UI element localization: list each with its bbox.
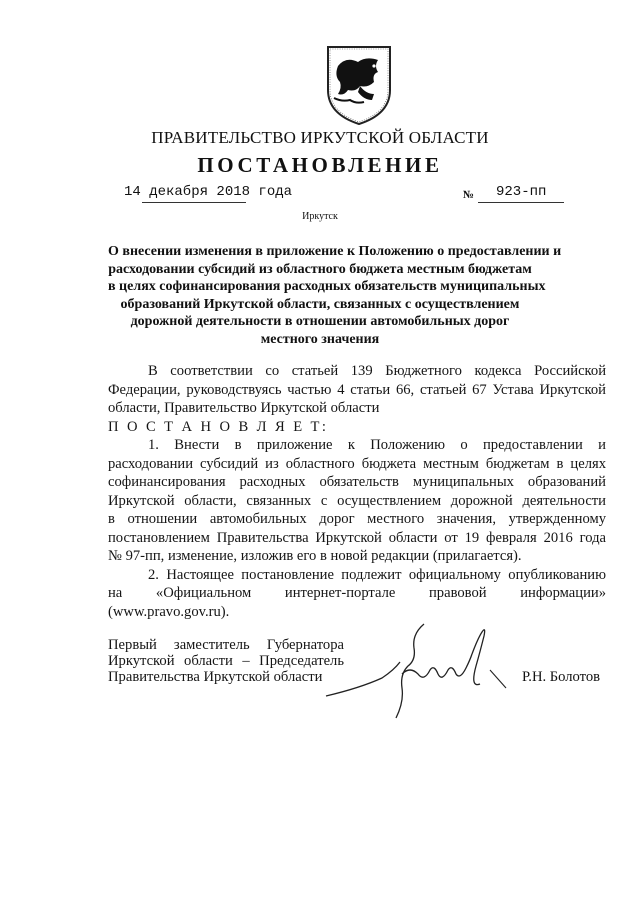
city-name: Иркутск	[302, 211, 338, 222]
coat-of-arms-emblem	[322, 44, 396, 126]
item1-line: Иркутской области, связанных с осуществлением дорожной деятельности	[108, 492, 606, 509]
decree-number: 923-пп	[496, 184, 547, 200]
signatory-name: Р.Н. Болотов	[522, 669, 601, 685]
heading-line: расходовании субсидий из областного бюджета местным бюджетам	[108, 261, 532, 277]
item1-line: № 97-пп, изменение, изложив его в новой редакции (прилагается).	[108, 548, 522, 564]
preamble-line: области, Правительство Иркутской области	[108, 400, 380, 416]
preamble-line: Федерации, руководствуясь частью 4 статьи 66, статьей 67 Устава Иркутской	[108, 381, 606, 398]
handwritten-signature	[320, 618, 520, 728]
item1-line: софинансирования расходных обязательств муниципальных образований	[108, 474, 606, 490]
number-label: №	[463, 189, 475, 201]
heading-line: образований Иркутской области, связанных с осуществлением	[120, 296, 520, 312]
position-line: Иркутской области – Председатель	[108, 653, 344, 669]
heading-line: в целях софинансирования расходных обязательств муниципальных	[108, 279, 546, 295]
heading-line: местного значения	[260, 331, 380, 347]
item1-line: постановлением Правительства Иркутской области от 19 февраля 2016 года	[108, 529, 606, 546]
preamble-line: В соответствии со статьей 139 Бюджетного кодекса Российской	[148, 363, 606, 379]
decree-title: ПОСТАНОВЛЕНИЕ	[197, 153, 443, 177]
signatory-position	[108, 637, 344, 685]
heading-line: дорожной деятельности в отношении автомобильных дорог	[130, 314, 510, 330]
decree-date: 14 декабря 2018 года	[124, 184, 293, 200]
number-underline	[478, 202, 564, 203]
date-underline	[142, 202, 246, 203]
position-line: Первый заместитель Губернатора	[108, 637, 344, 653]
decree-body	[108, 362, 606, 621]
decree-heading	[108, 243, 562, 349]
item1-line: расходовании субсидий из областного бюджета местным бюджетам в целях	[108, 455, 606, 472]
item1-line: 1. Внести в приложение к Положению о предоставлении и	[148, 437, 606, 453]
position-line: Правительства Иркутской области	[108, 669, 323, 685]
item2-line: 2. Настоящее постановление подлежит официальному опубликованию	[148, 566, 606, 583]
item2-line: на «Официальном интернет-портале правовой информации»	[108, 585, 606, 601]
government-name: ПРАВИТЕЛЬСТВО ИРКУТСКОЙ ОБЛАСТИ	[151, 128, 489, 147]
postanovlyaet-label: П О С Т А Н О В Л Я Е Т:	[108, 418, 329, 435]
item2-line: (www.pravo.gov.ru).	[108, 603, 230, 620]
item1-line: в отношении автомобильных дорог местного значения, утвержденному	[108, 511, 606, 527]
heading-line: О внесении изменения в приложение к Положению о предоставлении и	[108, 244, 562, 259]
